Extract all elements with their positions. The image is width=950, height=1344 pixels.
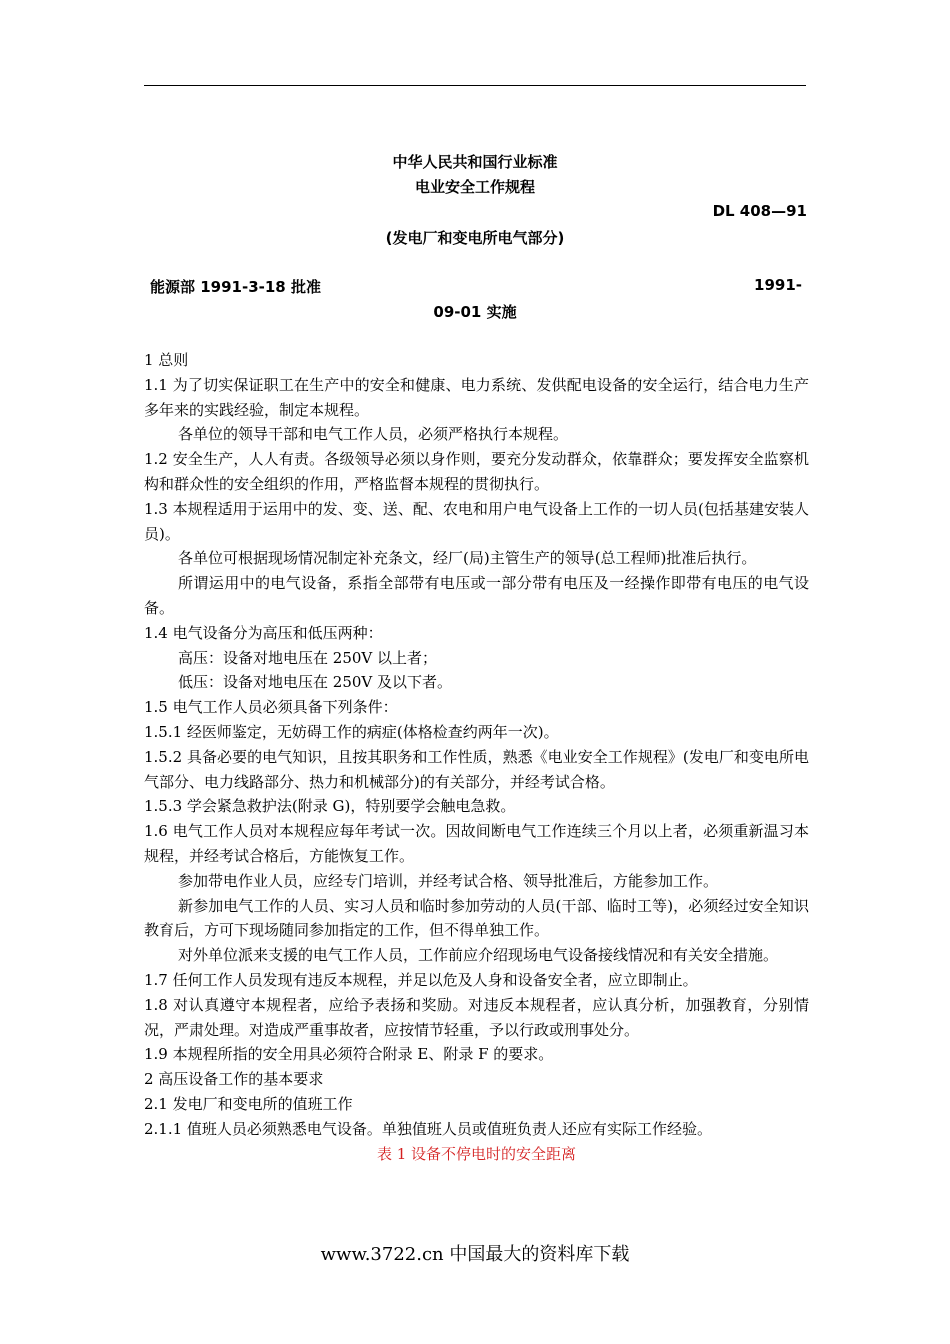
implementation-date-part2: 09-01 实施 — [433, 303, 517, 321]
paragraph: 各单位可根据现场情况制定补充条文，经厂(局)主管生产的领导(总工程师)批准后执行。 — [178, 549, 757, 568]
header-rule — [144, 85, 806, 86]
standard-title: 中华人民共和国行业标准 — [392, 153, 558, 171]
implementation-date-part1: 1991- — [754, 276, 802, 294]
table-caption: 表 1 设备不停电时的安全距离 — [376, 1144, 577, 1163]
paragraph: 参加带电作业人员，应经专门培训，并经考试合格、领导批准后，方能参加工作。 — [178, 871, 719, 890]
paragraph: 所谓运用中的电气设备，系指全部带有电压或一部分带有电压及一经操作即带有电压的电气设备。 — [144, 574, 809, 617]
document-subtitle: (发电厂和变电所电气部分) — [385, 229, 565, 247]
paragraph: 2 高压设备工作的基本要求 — [144, 1070, 324, 1089]
paragraph: 1.5.3 学会紧急救护法(附录 G)，特别要学会触电急救。 — [144, 797, 516, 816]
paragraph: 2.1.1 值班人员必须熟悉电气设备。单独值班人员或值班负责人还应有实际工作经验。 — [144, 1119, 712, 1138]
paragraph: 1.3 本规程适用于运用中的发、变、送、配、农电和用户电气设备上工作的一切人员(包括基建安装人员)。 — [144, 499, 809, 543]
paragraph: 新参加电气工作的人员、实习人员和临时参加劳动的人员(干部、临时工等)，必须经过安全知识教育后，方可下现场随同参加指定的工作，但不得单独工作。 — [144, 896, 809, 940]
paragraph: 低压：设备对地电压在 250V 及以下者。 — [178, 673, 453, 692]
paragraph: 各单位的领导干部和电气工作人员，必须严格执行本规程。 — [178, 425, 569, 444]
standard-code: DL 408—91 — [712, 202, 807, 220]
paragraph: 1.4 电气设备分为高压和低压两种： — [144, 623, 383, 642]
paragraph: 1.8 对认真遵守本规程者，应给予表扬和奖励。对违反本规程者，应认真分析，加强教育，分别情况，严肃处理。对造成严重事故者，应按情节轻重，予以行政或刑事处分。 — [144, 995, 809, 1039]
paragraph: 1.9 本规程所指的安全用具必须符合附录 E、附录 F 的要求。 — [144, 1045, 554, 1064]
approval-line: 能源部 1991-3-18 批准 — [150, 278, 321, 296]
paragraph: 1.6 电气工作人员对本规程应每年考试一次。因故间断电气工作连续三个月以上者，必须重新温习本规程，并经考试合格后，方能恢复工作。 — [144, 822, 809, 865]
document-body — [144, 348, 809, 1166]
document-title: 电业安全工作规程 — [414, 178, 535, 196]
paragraph: 1.5.2 具备必要的电气知识，且按其职务和工作性质，熟悉《电业安全工作规程》(发电厂和变电所电气部分、电力线路部分、热力和机械部分)的有关部分，并经考试合格。 — [144, 747, 809, 791]
paragraph: 1.7 任何工作人员发现有违反本规程，并足以危及人身和设备安全者，应立即制止。 — [144, 970, 698, 989]
paragraph: 1.5.1 经医师鉴定，无妨碍工作的病症(体格检查约两年一次)。 — [144, 722, 559, 741]
paragraph: 2.1 发电厂和变电所的值班工作 — [144, 1094, 353, 1113]
paragraph: 1.1 为了切实保证职工在生产中的安全和健康、电力系统、发供配电设备的安全运行，结合电力生产多年来的实践经验，制定本规程。 — [144, 375, 809, 419]
paragraph: 对外单位派来支援的电气工作人员，工作前应介绍现场电气设备接线情况和有关安全措施。 — [178, 946, 779, 965]
paragraph: 1.2 安全生产，人人有责。各级领导必须以身作则，要充分发动群众，依靠群众；要发挥安全监察机构和群众性的安全组织的作用，严格监督本规程的贯彻执行。 — [144, 450, 809, 493]
paragraph: 高压：设备对地电压在 250V 以上者； — [178, 648, 438, 667]
paragraph: 1.5 电气工作人员必须具备下列条件： — [144, 698, 398, 717]
paragraph: 1 总则 — [144, 351, 189, 369]
footer-watermark: www.3722.cn 中国最大的资料库下载 — [320, 1244, 630, 1265]
